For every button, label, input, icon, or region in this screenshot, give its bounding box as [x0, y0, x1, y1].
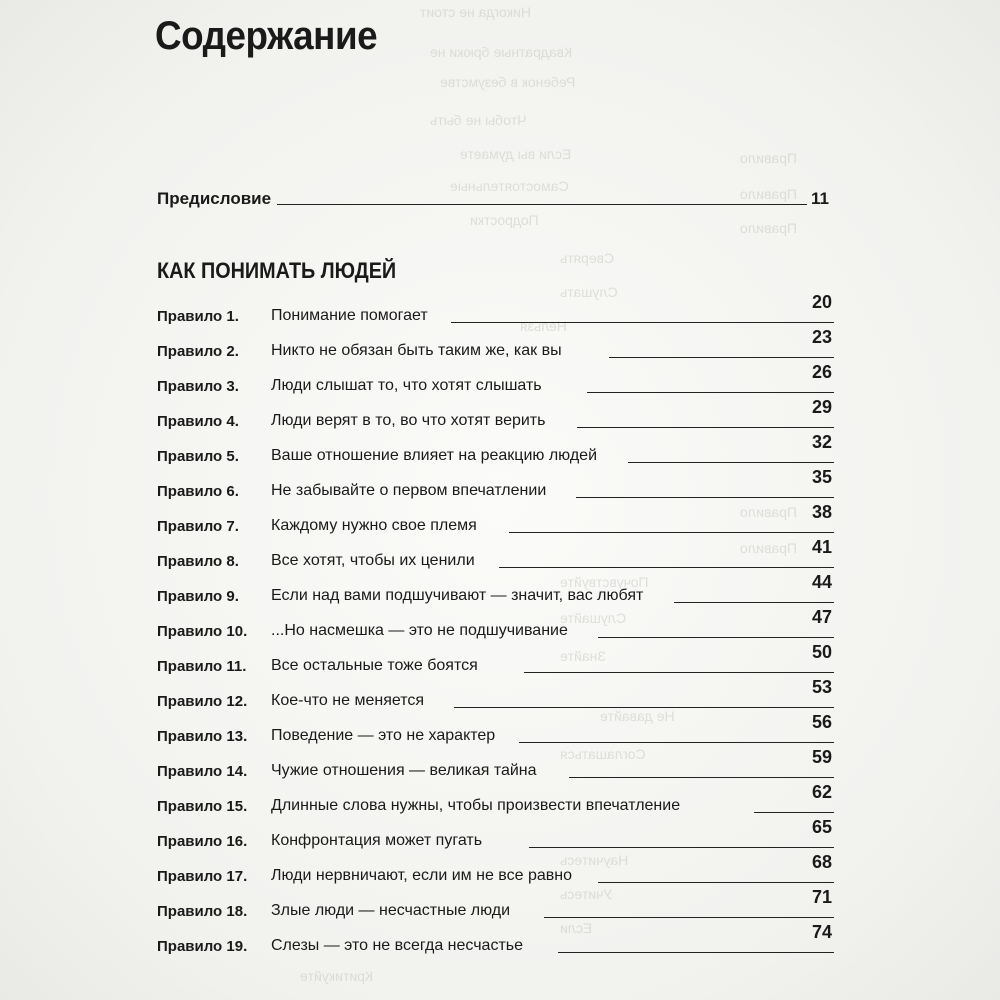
leader-line [754, 812, 834, 813]
rule-title: Люди слышат то, что хотят слышать [271, 377, 542, 394]
toc-rule-entry-9[interactable] [157, 572, 834, 610]
leader-line [577, 427, 834, 428]
toc-rule-entry-5[interactable] [157, 432, 834, 470]
rule-title: Конфронтация может пугать [271, 832, 483, 849]
rule-number: Правило 4. [157, 413, 239, 430]
rule-title: Злые люди — несчастные люди [271, 902, 511, 919]
toc-rule-entry-17[interactable] [157, 852, 834, 890]
rule-number: Правило 17. [157, 868, 248, 885]
leader-line [609, 357, 834, 358]
toc-rule-entry-11[interactable] [157, 642, 834, 680]
book-page: Никогда не стоит Квадратные брюки не Ребенок в безумстве Чтобы не быть Если вы думаете Самостоятельные Подростки Сверять Слушать Нельзя Правило Правило Правило Правило Правило Почувствуйте Слушайте Знайте Не давайте Соглашаться Научитесь Учитесь Если Критикуйте Содержание Предисловие 11 КАК ПОНИМАТЬ ЛЮДЕЙ Правило 1. Понимание помогает 20 Правило 2. Никто не обязан быть таким же, как вы 23 Правило 3. Люди слышат то, что хотят слышать 26 Правило 4. Люди верят в то, во что хотят верить 29 Правило 5. Ваше отношение влияет на реакцию людей 32 Правило 6. Не забывайте о первом впечатлении 35 Правило 7. Каждому нужно свое племя 38 Правило 8. Все хотят, чтобы их ценили 41 Правило 9. Если над вами подшучивают — значит, вас любят 44 Правило 10. ...Но насмешка — это не подшучивание 47 Правило 11. Все остальные тоже боятся 50 Правило 12. Кое-что не меняется 53 Правило 13. Поведение — это не характер 56 Правило 14. Чужие отношения — великая тайна 59 Правило 15. Длинные слова нужны, чтобы произвести впечатление 62 Правило 16. Конфронтация может пугать 65 Правило 17. Люди нервничают, если им не все равно 68 Правило 18. Злые люди — несчастные люди 71 Правило 19. Слезы — это не всегда несчастье 74 [0, 0, 1000, 1000]
rule-title: Чужие отношения — великая тайна [271, 762, 537, 779]
rule-page-number: 35 [811, 467, 832, 487]
toc-rule-entry-16[interactable] [157, 817, 834, 855]
leader-line [454, 707, 834, 708]
rule-title: Ваше отношение влияет на реакцию людей [271, 447, 597, 464]
rule-number: Правило 18. [157, 903, 248, 920]
toc-rule-entry-2[interactable] [157, 327, 834, 365]
toc-rule-entry-4[interactable] [157, 397, 834, 435]
rule-title: Никто не обязан быть таким же, как вы [271, 342, 562, 359]
leader-line [674, 602, 834, 603]
leader-line [277, 204, 807, 205]
rule-page-number: 26 [811, 362, 832, 382]
section-heading: КАК ПОНИМАТЬ ЛЮДЕЙ [157, 258, 397, 283]
rule-number: Правило 3. [157, 378, 239, 395]
toc-rule-entry-12[interactable] [157, 677, 834, 715]
rule-number: Правило 16. [157, 833, 248, 850]
rule-page-number: 23 [811, 327, 832, 347]
leader-line [509, 532, 834, 533]
leader-line [544, 917, 834, 918]
toc-rule-entry-18[interactable] [157, 887, 834, 925]
rule-title: Поведение — это не характер [271, 727, 496, 744]
rule-number: Правило 5. [157, 448, 239, 465]
rule-number: Правило 19. [157, 938, 248, 955]
rule-title: ...Но насмешка — это не подшучивание [271, 622, 568, 639]
toc-preface-entry[interactable] [157, 183, 829, 209]
rule-page-number: 71 [811, 887, 832, 907]
rule-number: Правило 13. [157, 728, 248, 745]
toc-rule-entry-3[interactable] [157, 362, 834, 400]
rule-number: Правило 1. [157, 308, 239, 325]
toc-rule-entry-10[interactable] [157, 607, 834, 645]
rule-page-number: 44 [811, 572, 832, 592]
rule-title: Понимание помогает [271, 307, 428, 324]
rule-page-number: 38 [811, 502, 832, 522]
leader-line [576, 497, 834, 498]
leader-line [529, 847, 834, 848]
rule-page-number: 20 [811, 292, 832, 312]
rule-page-number: 29 [811, 397, 832, 417]
rule-number: Правило 6. [157, 483, 239, 500]
leader-line [628, 462, 834, 463]
toc-rule-entry-14[interactable] [157, 747, 834, 785]
rule-page-number: 53 [811, 677, 832, 697]
toc-rule-entry-1[interactable] [157, 292, 834, 330]
toc-rule-entry-19[interactable] [157, 922, 834, 960]
rule-page-number: 41 [811, 537, 832, 557]
rule-page-number: 32 [811, 432, 832, 452]
rule-number: Правило 15. [157, 798, 248, 815]
rule-page-number: 68 [811, 852, 832, 872]
rule-title: Люди верят в то, во что хотят верить [271, 412, 546, 429]
toc-rule-entry-13[interactable] [157, 712, 834, 750]
rule-number: Правило 11. [157, 658, 247, 675]
rule-number: Правило 7. [157, 518, 239, 535]
rule-number: Правило 10. [157, 623, 248, 640]
rule-page-number: 50 [811, 642, 832, 662]
leader-line [569, 777, 834, 778]
leader-line [519, 742, 834, 743]
toc-title: Содержание [155, 14, 378, 58]
rule-title: Если над вами подшучивают — значит, вас любят [271, 587, 644, 604]
rule-page-number: 65 [811, 817, 832, 837]
rule-number: Правило 14. [157, 763, 248, 780]
leader-line [598, 882, 834, 883]
rule-number: Правило 9. [157, 588, 239, 605]
rule-title: Все хотят, чтобы их ценили [271, 552, 475, 569]
toc-rule-entry-8[interactable] [157, 537, 834, 575]
leader-line [558, 952, 834, 953]
leader-line [499, 567, 834, 568]
rule-number: Правило 8. [157, 553, 239, 570]
rule-title: Не забывайте о первом впечатлении [271, 482, 547, 499]
preface-label: Предисловие [157, 189, 272, 208]
toc-rule-entry-7[interactable] [157, 502, 834, 540]
rule-number: Правило 2. [157, 343, 239, 360]
rule-page-number: 59 [811, 747, 832, 767]
rule-title: Кое-что не меняется [271, 692, 425, 709]
toc-rule-entry-6[interactable] [157, 467, 834, 505]
preface-page-number: 11 [811, 189, 829, 208]
rule-title: Каждому нужно свое племя [271, 517, 477, 534]
rule-title: Слезы — это не всегда несчастье [271, 937, 524, 954]
rule-title: Люди нервничают, если им не все равно [271, 867, 572, 884]
rule-page-number: 47 [811, 607, 832, 627]
rule-number: Правило 12. [157, 693, 248, 710]
leader-line [451, 322, 834, 323]
leader-line [587, 392, 834, 393]
rule-page-number: 62 [811, 782, 832, 802]
leader-line [524, 672, 834, 673]
rule-title: Длинные слова нужны, чтобы произвести впечатление [271, 797, 681, 814]
toc-rule-entry-15[interactable] [157, 782, 834, 820]
rule-page-number: 56 [811, 712, 832, 732]
leader-line [598, 637, 834, 638]
rule-title: Все остальные тоже боятся [271, 657, 478, 674]
rule-page-number: 74 [811, 922, 832, 942]
